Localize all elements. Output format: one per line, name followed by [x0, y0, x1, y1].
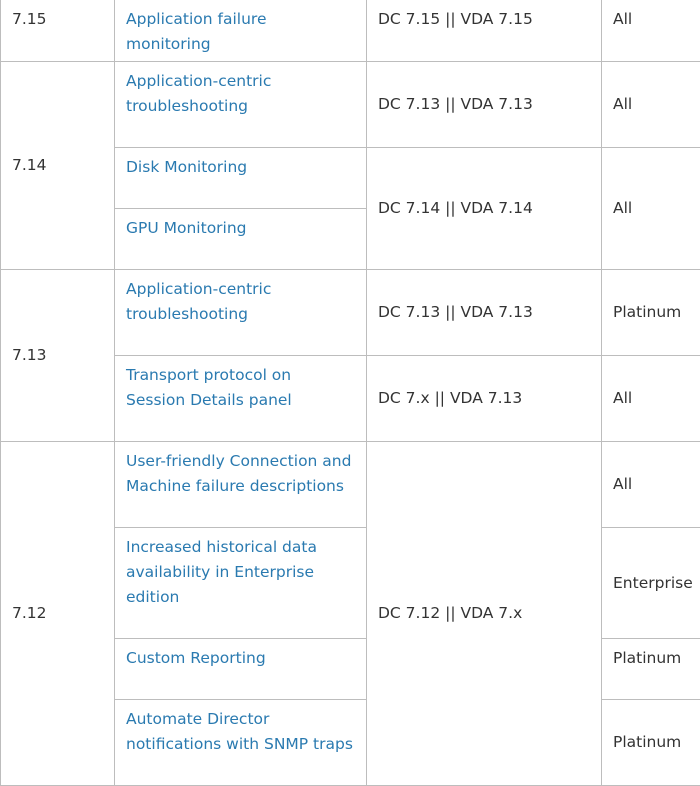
feature-link[interactable]: Application failure monitoring	[126, 10, 267, 53]
version-cell: 7.14	[1, 62, 115, 270]
feature-cell	[115, 528, 367, 639]
table-row	[1, 62, 700, 148]
edition-cell: All	[602, 0, 700, 62]
feature-cell	[115, 0, 367, 62]
feature-link[interactable]: Transport protocol on Session Details panel	[126, 366, 292, 409]
edition-cell: Platinum	[602, 700, 700, 786]
requirement-cell: DC 7.14 || VDA 7.14	[367, 148, 602, 270]
feature-cell	[115, 148, 367, 209]
edition-cell: All	[602, 356, 700, 442]
feature-link[interactable]: Automate Director notifications with SNMP traps	[126, 710, 353, 753]
requirement-cell: DC 7.12 || VDA 7.x	[367, 442, 602, 786]
feature-cell	[115, 62, 367, 148]
version-cell: 7.13	[1, 270, 115, 442]
feature-cell	[115, 639, 367, 700]
feature-cell	[115, 209, 367, 270]
edition-cell: All	[602, 442, 700, 528]
requirement-cell: DC 7.x || VDA 7.13	[367, 356, 602, 442]
feature-link[interactable]: Increased historical data availability in Enterprise edition	[126, 538, 317, 606]
feature-link[interactable]: User-friendly Connection and Machine failure descriptions	[126, 452, 352, 495]
feature-link[interactable]: Disk Monitoring	[126, 158, 248, 176]
edition-cell: Platinum	[602, 639, 700, 700]
feature-link[interactable]: Application-centric troubleshooting	[126, 280, 272, 323]
edition-cell: Platinum	[602, 270, 700, 356]
feature-cell	[115, 270, 367, 356]
version-cell: 7.12	[1, 442, 115, 786]
edition-cell: All	[602, 62, 700, 148]
feature-link[interactable]: GPU Monitoring	[126, 219, 247, 237]
feature-cell	[115, 700, 367, 786]
feature-link[interactable]: Custom Reporting	[126, 649, 266, 667]
table-row	[1, 270, 700, 356]
feature-cell	[115, 356, 367, 442]
version-cell: 7.15	[1, 0, 115, 62]
requirement-cell: DC 7.15 || VDA 7.15	[367, 0, 602, 62]
requirement-cell: DC 7.13 || VDA 7.13	[367, 62, 602, 148]
edition-cell: All	[602, 148, 700, 270]
feature-cell	[115, 442, 367, 528]
edition-cell: Enterprise	[602, 528, 700, 639]
requirement-cell: DC 7.13 || VDA 7.13	[367, 270, 602, 356]
table-row	[1, 442, 700, 528]
feature-link[interactable]: Application-centric troubleshooting	[126, 72, 272, 115]
table-row	[1, 0, 700, 62]
